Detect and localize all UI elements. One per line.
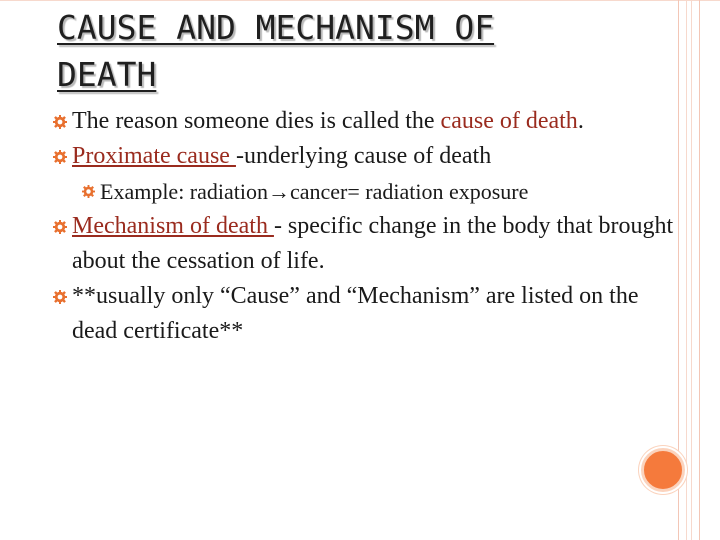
slide-title — [57, 4, 677, 98]
emphasis-text: cause of death — [440, 108, 578, 134]
gear-bullet-icon — [53, 220, 67, 234]
gear-bullet-icon — [53, 290, 67, 304]
bullet-item-mechanism — [0, 209, 680, 279]
bullet-list — [0, 104, 680, 349]
emphasis-text: Mechanism of death — [72, 213, 274, 239]
bullet-text: **usually only “Cause” and “Mechanism” are listed on the dead certificate** — [72, 283, 639, 344]
bullet-text: The reason someone dies is called the — [72, 108, 441, 134]
title-line-1: CAUSE AND MECHANISM OF — [57, 8, 495, 47]
bullet-text: -underlying cause of death — [235, 143, 492, 169]
bullet-item-note — [0, 279, 680, 349]
bullet-text: - specific change in the body that brought about the cessation of life. — [72, 213, 674, 274]
bullet-item-cause — [0, 104, 680, 139]
emphasis-text: Proximate cause — [72, 143, 236, 169]
right-decorative-frame-inner — [686, 0, 692, 540]
orange-circle-decoration — [641, 448, 685, 492]
sub-bullet-item-example — [0, 174, 680, 209]
frame-top-line — [0, 0, 720, 1]
gear-bullet-icon — [82, 185, 95, 198]
bullet-text: . — [577, 108, 584, 134]
title-line-2: DEATH — [57, 55, 157, 94]
bullet-text: Example: radiation→cancer= radiation exposure — [100, 179, 529, 204]
gear-bullet-icon — [53, 150, 67, 164]
gear-bullet-icon — [53, 115, 67, 129]
bullet-item-proximate-cause — [0, 139, 680, 174]
